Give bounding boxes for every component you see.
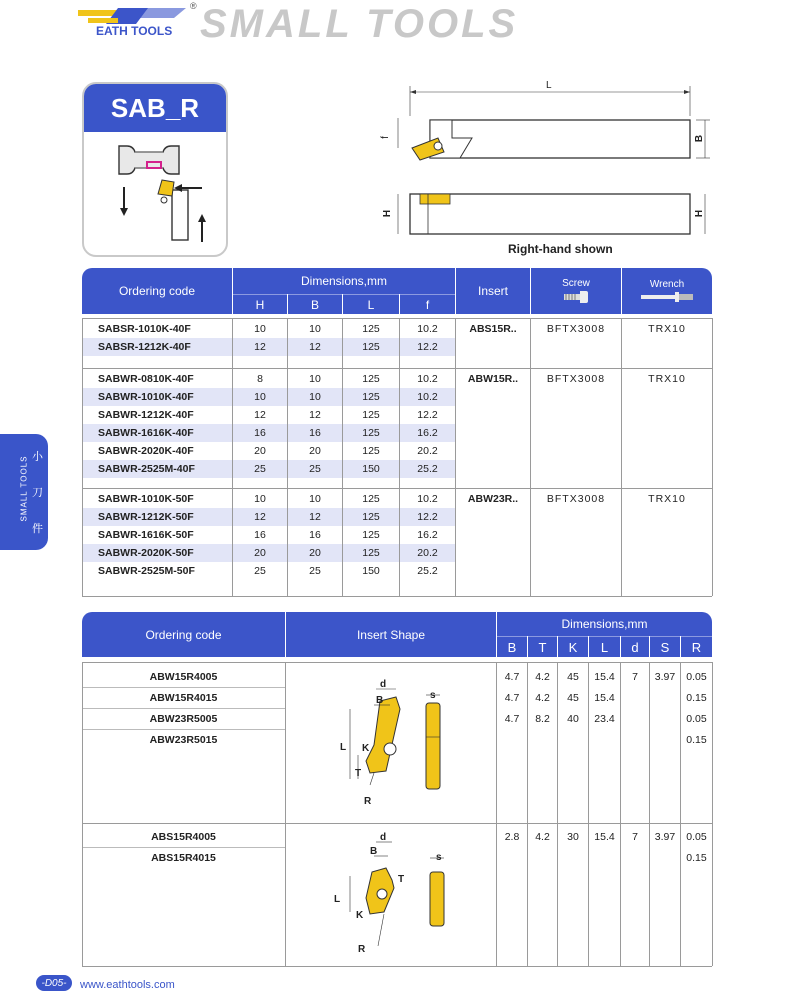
group-divider (82, 488, 712, 489)
dimension-cell: 16 (254, 529, 266, 541)
insert-dim-cell: 4.7 (504, 670, 520, 683)
ordering-code-cell: SABWR-1616K-40F (98, 427, 194, 439)
dimension-cell: 25.2 (417, 565, 438, 577)
abs-label-L: L (334, 894, 341, 905)
insert-shape-abs (330, 828, 470, 958)
t2-header-dimensions: Dimensions,mm (497, 612, 712, 636)
side-tab-cjk-1: 小 (32, 451, 43, 463)
wrench-cell: TRX10 (648, 493, 686, 505)
dimension-cell: 10.2 (417, 391, 438, 403)
grid-line (287, 318, 288, 596)
d-cell: 7 (632, 670, 638, 683)
insert-dim-cell: 4.7 (504, 712, 520, 725)
dimension-cell: 10 (309, 391, 321, 403)
dimension-cell: 16 (254, 427, 266, 439)
dimension-cell: 150 (362, 565, 380, 577)
dimension-cell: 10.2 (417, 323, 438, 335)
dimension-cell: 8 (257, 373, 263, 385)
dimension-cell: 25 (254, 565, 266, 577)
t1-col-B: B (288, 294, 342, 314)
screw-cell: BFTX3008 (546, 373, 606, 385)
d-cell: 7 (632, 830, 638, 843)
s-cell: 3.97 (654, 670, 676, 683)
dimension-cell: 125 (362, 547, 380, 559)
brand-logo (78, 1, 197, 45)
abs-label-K: K (356, 910, 364, 921)
dimension-cell: 12.2 (417, 341, 438, 353)
group-divider (82, 823, 712, 824)
dimension-cell: 12 (254, 341, 266, 353)
dimension-cell: 10 (254, 323, 266, 335)
dim-H-label-right: H (694, 209, 706, 218)
t1-header-screw (531, 268, 621, 314)
dimension-cell: 12 (309, 409, 321, 421)
t2-col-S: S (650, 636, 680, 657)
dimension-cell: 125 (362, 373, 380, 385)
dimension-cell: 12.2 (417, 511, 438, 523)
dimension-cell: 10 (254, 493, 266, 505)
side-section-tab (0, 434, 48, 550)
t1-col-f: f (400, 294, 455, 314)
dimension-cell: 10 (254, 391, 266, 403)
r-cell: 0.15 (686, 691, 707, 704)
grid-line (285, 662, 286, 966)
insert-dim-cell: 2.8 (504, 830, 520, 843)
abw-label-B: B (376, 695, 384, 706)
abw-label-s: s (430, 690, 436, 701)
insert-dim-cell: 4.7 (504, 691, 520, 704)
dimension-cell: 12.2 (417, 409, 438, 421)
insert-dim-cell: 8.2 (535, 712, 550, 725)
grid-line (455, 318, 456, 596)
grid-line (530, 318, 531, 596)
ordering-code-cell: SABWR-2525M-50F (98, 565, 195, 577)
grid-line (342, 318, 343, 596)
t1-header-dimensions: Dimensions,mm (233, 268, 455, 294)
abw-label-T: T (355, 768, 362, 779)
page-number: -D05- (36, 975, 72, 991)
dimension-cell: 125 (362, 529, 380, 541)
t2-header-ordering-code: Ordering code (82, 612, 285, 657)
t2-col-R: R (681, 636, 712, 657)
t2-col-B: B (497, 636, 527, 657)
screw-cell: BFTX3008 (546, 323, 606, 335)
dimension-cell: 125 (362, 445, 380, 457)
grid-line (620, 662, 621, 966)
dim-H-label-left: H (382, 209, 394, 218)
footer-website-link[interactable]: www.eathtools.com (80, 979, 175, 991)
dimension-cell: 12 (309, 341, 321, 353)
side-tab-cjk-2: 刀 (32, 487, 43, 499)
dimension-cell: 25 (309, 565, 321, 577)
ordering-code-cell: SABSR-1212K-40F (98, 341, 191, 353)
grid-line (588, 662, 589, 966)
grid-line (82, 662, 83, 966)
insert-dim-cell: 15.4 (594, 691, 615, 704)
wrench-cell: TRX10 (648, 323, 686, 335)
group-divider (82, 318, 712, 319)
t1-screw-label: Screw (562, 277, 590, 289)
r-cell: 0.15 (686, 733, 707, 746)
ordering-code-cell: SABWR-2020K-50F (98, 547, 194, 559)
dimension-cell: 10.2 (417, 373, 438, 385)
ordering-code-cell: SABWR-1616K-50F (98, 529, 194, 541)
t1-header-ordering-code: Ordering code (82, 268, 232, 314)
t1-col-H: H (233, 294, 287, 314)
t1-col-L: L (343, 294, 399, 314)
r-cell: 0.05 (686, 712, 707, 725)
dimension-cell: 10 (309, 373, 321, 385)
holder-drawing (380, 78, 710, 258)
insert-cell: ABW23R.. (467, 493, 519, 505)
dimension-cell: 10 (309, 493, 321, 505)
wrench-cell: TRX10 (648, 373, 686, 385)
insert-dim-cell: 40 (567, 712, 579, 725)
grid-line (527, 662, 528, 966)
brand-name: EATH TOOLS (96, 24, 173, 38)
ordering-code-cell: SABWR-2525M-40F (98, 463, 195, 475)
grid-line (649, 662, 650, 966)
dimension-cell: 16 (309, 427, 321, 439)
insert-dim-cell: 4.2 (535, 670, 550, 683)
dimension-cell: 125 (362, 511, 380, 523)
r-cell: 0.05 (686, 670, 707, 683)
insert-code-cell: ABW15R4005 (149, 670, 218, 683)
dimension-cell: 20.2 (417, 445, 438, 457)
dimension-cell: 20 (309, 547, 321, 559)
registered-mark: ® (190, 1, 197, 11)
dimension-cell: 20.2 (417, 547, 438, 559)
insert-dim-cell: 45 (567, 670, 579, 683)
insert-code-cell: ABW23R5015 (149, 733, 218, 746)
abs-label-R: R (358, 944, 366, 955)
t2-header-insert-shape: Insert Shape (286, 612, 496, 657)
screw-icon (562, 289, 590, 305)
r-cell: 0.15 (686, 851, 707, 864)
insert-dim-cell: 4.2 (535, 691, 550, 704)
grid-line (680, 662, 681, 966)
t1-header-insert: Insert (456, 268, 530, 314)
table-bottom-border (82, 596, 712, 597)
page-title: SMALL TOOLS (200, 2, 519, 46)
t1-wrench-label: Wrench (649, 278, 685, 290)
dimension-cell: 12 (309, 511, 321, 523)
insert-cell: ABS15R.. (469, 323, 517, 335)
abs-label-T: T (398, 874, 405, 885)
series-title: SAB_R (84, 84, 226, 132)
dimension-cell: 16.2 (417, 529, 438, 541)
product-series-box (82, 82, 228, 257)
dim-f-label: f (379, 136, 391, 139)
dimension-cell: 125 (362, 391, 380, 403)
grid-line (399, 318, 400, 596)
dimension-cell: 25 (254, 463, 266, 475)
screw-cell: BFTX3008 (546, 493, 606, 505)
dim-L-label: L (546, 80, 552, 91)
dimension-cell: 10.2 (417, 493, 438, 505)
ordering-code-cell: SABWR-0810K-40F (98, 373, 194, 385)
t2-col-d: d (621, 636, 649, 657)
grid-line (621, 318, 622, 596)
dimension-cell: 12 (254, 409, 266, 421)
ordering-code-cell: SABWR-1212K-50F (98, 511, 194, 523)
grid-line (557, 662, 558, 966)
ordering-code-cell: SABWR-1010K-50F (98, 493, 194, 505)
abw-label-K: K (362, 743, 370, 754)
dimension-cell: 20 (254, 445, 266, 457)
dimension-cell: 12 (254, 511, 266, 523)
dimension-cell: 10 (309, 323, 321, 335)
abs-label-d: d (380, 832, 387, 843)
wrench-icon (639, 290, 695, 304)
side-tab-text: SMALL TOOLS (19, 455, 29, 522)
ordering-code-cell: SABSR-1010K-40F (98, 323, 191, 335)
t1-header-wrench (622, 268, 712, 314)
insert-code-cell: ABS15R4015 (151, 851, 216, 864)
grid-line (232, 318, 233, 596)
t2-col-T: T (528, 636, 557, 657)
dimension-cell: 20 (309, 445, 321, 457)
dimension-cell: 25.2 (417, 463, 438, 475)
dimension-cell: 150 (362, 463, 380, 475)
dimension-cell: 20 (254, 547, 266, 559)
dimension-cell: 25 (309, 463, 321, 475)
insert-dim-cell: 4.2 (535, 830, 550, 843)
insert-code-cell: ABS15R4005 (151, 830, 216, 843)
insert-dim-cell: 15.4 (594, 670, 615, 683)
grid-line (496, 662, 497, 966)
abs-label-s: s (436, 852, 442, 863)
abw-label-d: d (380, 679, 387, 690)
drawing-caption: Right-hand shown (508, 242, 613, 256)
dimension-cell: 125 (362, 323, 380, 335)
dimension-cell: 125 (362, 409, 380, 421)
insert-shape-abw (330, 675, 470, 805)
grid-line (712, 318, 713, 596)
ordering-code-cell: SABWR-2020K-40F (98, 445, 194, 457)
grid-line (82, 318, 83, 596)
group-divider (82, 368, 712, 369)
dimension-cell: 125 (362, 493, 380, 505)
dimension-cell: 125 (362, 341, 380, 353)
grooving-illustration (84, 132, 228, 257)
table-top-border (82, 662, 712, 663)
t2-col-L: L (589, 636, 620, 657)
insert-dim-cell: 23.4 (594, 712, 615, 725)
ordering-code-cell: SABWR-1010K-40F (98, 391, 194, 403)
s-cell: 3.97 (654, 830, 676, 843)
dimension-cell: 16 (309, 529, 321, 541)
abw-label-L: L (340, 742, 347, 753)
dimension-cell: 125 (362, 427, 380, 439)
ordering-code-cell: SABWR-1212K-40F (98, 409, 194, 421)
r-cell: 0.05 (686, 830, 707, 843)
grid-line (712, 662, 713, 966)
insert-code-cell: ABW23R5005 (149, 712, 218, 725)
dim-B-label: B (694, 134, 706, 143)
abs-label-B: B (370, 846, 378, 857)
t2-col-K: K (558, 636, 588, 657)
insert-dim-cell: 45 (567, 691, 579, 704)
insert-dim-cell: 30 (567, 830, 579, 843)
insert-dim-cell: 15.4 (594, 830, 615, 843)
abw-label-R: R (364, 796, 372, 807)
table-bottom-border (82, 966, 712, 967)
insert-code-cell: ABW15R4015 (149, 691, 218, 704)
insert-cell: ABW15R.. (467, 373, 519, 385)
side-tab-cjk-3: 件 (32, 523, 43, 535)
dimension-cell: 16.2 (417, 427, 438, 439)
